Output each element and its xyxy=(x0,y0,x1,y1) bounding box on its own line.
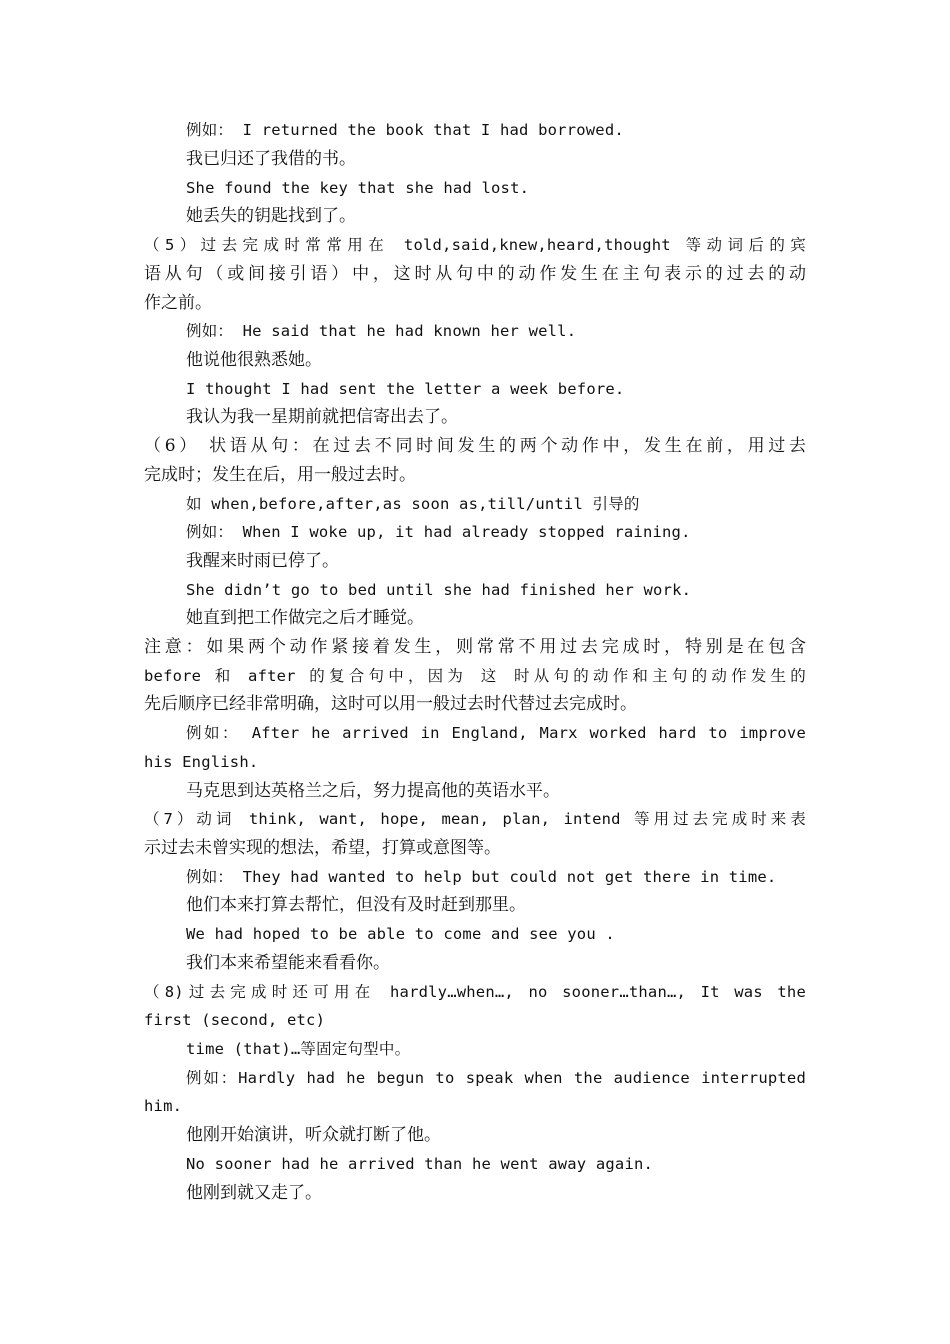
example-line: She didn’t go to bed until she had finished her work. xyxy=(186,581,692,599)
rule-text: 示过去未曾实现的想法，希望，打算或意图等。 xyxy=(144,838,501,858)
rule-text: 语从句（或间接引语）中，这时从句中的动作发生在主句表示的过去的动 xyxy=(144,264,806,284)
note-text: before 和 after 的复合句中，因为 这 时从句的动作和主句的动作发生的 xyxy=(144,667,806,685)
rule-text: first (second, etc) xyxy=(144,1011,326,1029)
translation-line: 她丢失的钥匙找到了。 xyxy=(186,206,356,226)
translation-line: 他们本来打算去帮忙，但没有及时赶到那里。 xyxy=(186,895,526,915)
example-line: him. xyxy=(144,1097,183,1115)
example-line: I thought I had sent the letter a week before. xyxy=(186,380,625,398)
example-line: 例如： After he arrived in England, Marx worked hard to improve xyxy=(186,724,806,742)
example-line: 例如： They had wanted to help but could not get there in time. xyxy=(186,868,777,886)
rule-6-heading: （6） 状语从句：在过去不同时间发生的两个动作中，发生在前，用过去 xyxy=(144,436,806,456)
rule-8-heading: （8)过去完成时还可用在 hardly…when…, no sooner…than…, It was the xyxy=(144,983,806,1001)
rule-text: time (that)…等固定句型中。 xyxy=(186,1040,411,1058)
translation-line: 我已归还了我借的书。 xyxy=(186,149,356,169)
translation-line: 我们本来希望能来看看你。 xyxy=(186,953,390,973)
example-line: She found the key that she had lost. xyxy=(186,179,530,197)
rule-text: 如 when,before,after,as soon as,till/until 引导的 xyxy=(186,495,640,513)
note-text: 注意：如果两个动作紧接着发生，则常常不用过去完成时，特别是在包含 xyxy=(144,637,806,657)
rule-text: 作之前。 xyxy=(144,293,212,313)
example-line: We had hoped to be able to come and see you . xyxy=(186,925,615,943)
example-line: 例如：Hardly had he begun to speak when the audience interrupted xyxy=(186,1069,806,1087)
rule-7-heading: （7）动词 think, want, hope, mean, plan, intend 等用过去完成时来表 xyxy=(144,810,806,828)
translation-line: 我认为我一星期前就把信寄出去了。 xyxy=(186,407,458,427)
example-line: his English. xyxy=(144,753,259,771)
translation-line: 他刚到就又走了。 xyxy=(186,1183,322,1203)
translation-line: 他刚开始演讲，听众就打断了他。 xyxy=(186,1125,441,1145)
rule-text: 完成时；发生在后，用一般过去时。 xyxy=(144,465,416,485)
translation-line: 我醒来时雨已停了。 xyxy=(186,551,339,571)
note-text: 先后顺序已经非常明确，这时可以用一般过去时代替过去完成时。 xyxy=(144,694,637,714)
example-line: 例如： He said that he had known her well. xyxy=(186,322,577,340)
example-line: 例如： I returned the book that I had borrowed. xyxy=(186,121,624,139)
rule-5-heading: （5）过去完成时常常用在 told,said,knew,heard,thought 等动词后的宾 xyxy=(144,236,806,254)
translation-line: 他说他很熟悉她。 xyxy=(186,350,322,370)
translation-line: 马克思到达英格兰之后，努力提高他的英语水平。 xyxy=(186,781,560,801)
example-line: 例如： When I woke up, it had already stopped raining. xyxy=(186,523,691,541)
translation-line: 她直到把工作做完之后才睡觉。 xyxy=(186,608,424,628)
example-line: No sooner had he arrived than he went away again. xyxy=(186,1155,654,1173)
